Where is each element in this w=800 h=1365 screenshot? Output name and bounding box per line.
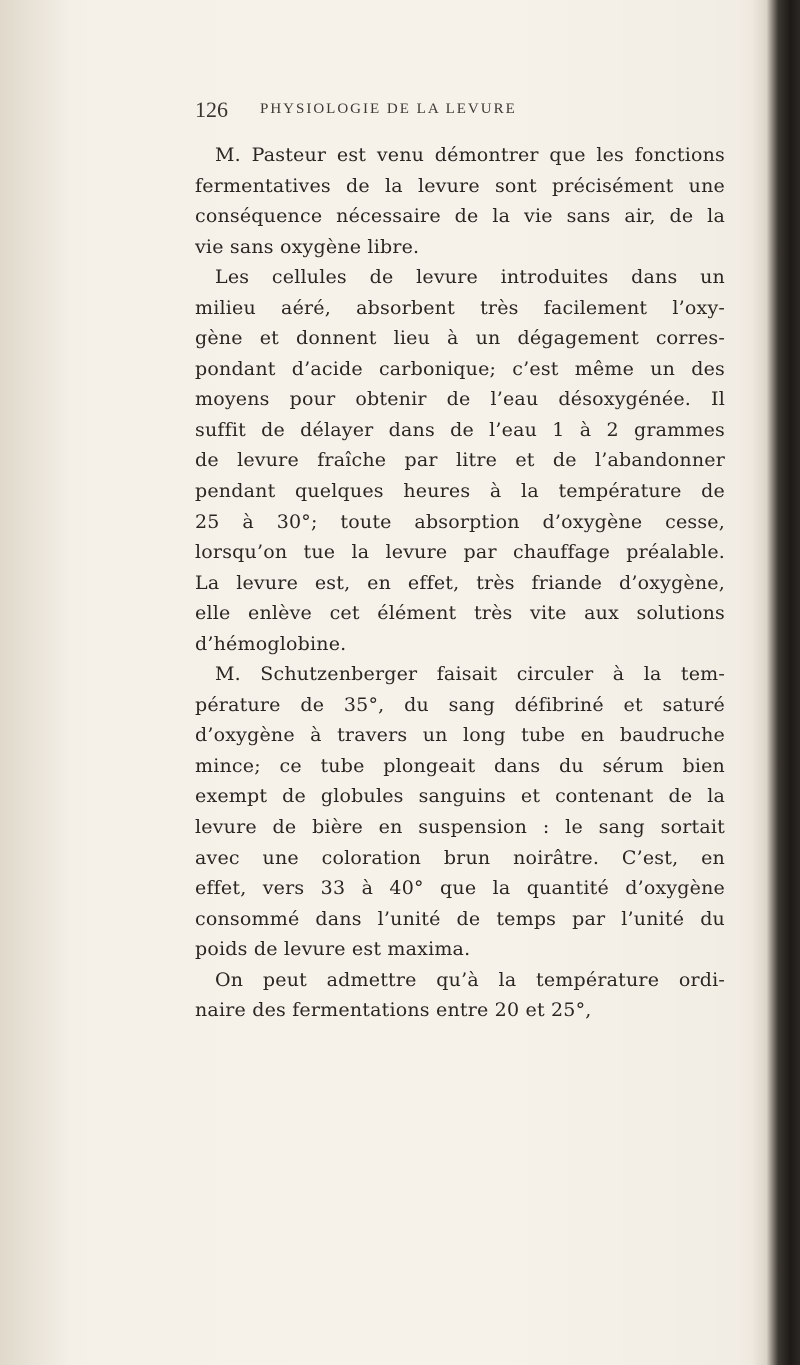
text-line: 25 à 30°; toute absorption d’oxygène cesse, <box>195 510 725 533</box>
text-line: elle enlève cet élément très vite aux solutions <box>195 602 725 625</box>
text-line: pondant d’acide carbonique; c’est même un des <box>195 357 725 380</box>
text-line: exempt de globules sanguins et contenant de la <box>195 785 725 808</box>
text-line: de levure fraîche par litre et de l’abandonner <box>195 449 725 472</box>
page-edge-shadow <box>0 0 70 1365</box>
text-line: consommé dans l’unité de temps par l’unité du <box>195 907 725 930</box>
text-line: levure de bière en suspension : le sang sortait <box>195 816 725 839</box>
text-line: milieu aéré, absorbent très facilement l’oxy- <box>195 296 725 319</box>
text-line: On peut admettre qu’à la température ordi- <box>215 968 725 991</box>
text-line: d’oxygène à travers un long tube en baudruche <box>195 724 725 747</box>
text-line: avec une coloration brun noirâtre. C’est, en <box>195 846 725 869</box>
text-line: naire des fermentations entre 20 et 25°, <box>195 999 592 1022</box>
text-line: pendant quelques heures à la température de <box>195 480 725 503</box>
body-text <box>195 140 725 1026</box>
text-line: La levure est, en effet, très friande d’oxygène, <box>195 571 725 594</box>
text-line: suffit de délayer dans de l’eau 1 à 2 grammes <box>195 418 725 441</box>
page-header <box>195 97 725 137</box>
text-line: vie sans oxygène libre. <box>195 235 420 258</box>
text-line: poids de levure est maxima. <box>195 938 471 961</box>
text-line: lorsqu’on tue la levure par chauffage préalable. <box>195 541 725 564</box>
text-line: gène et donnent lieu à un dégagement corres- <box>195 327 725 350</box>
text-line: moyens pour obtenir de l’eau désoxygénée. Il <box>195 388 725 411</box>
text-line: M. Schutzenberger faisait circuler à la tem- <box>215 663 725 686</box>
text-line: mince; ce tube plongeait dans du sérum bien <box>195 754 725 777</box>
book-binding-gutter <box>752 0 800 1365</box>
page-number: 126 <box>195 97 228 122</box>
running-title: PHYSIOLOGIE DE LA LEVURE <box>260 101 517 117</box>
text-line: M. Pasteur est venu démontrer que les fonctions <box>215 144 725 166</box>
text-line: fermentatives de la levure sont précisément une <box>195 174 725 197</box>
text-line: d’hémoglobine. <box>195 632 347 655</box>
text-line: effet, vers 33 à 40° que la quantité d’oxygène <box>195 877 725 900</box>
text-line: Les cellules de levure introduites dans un <box>215 266 725 289</box>
text-line: conséquence nécessaire de la vie sans air, de la <box>195 205 725 228</box>
text-line: pérature de 35°, du sang défibriné et saturé <box>195 693 725 716</box>
